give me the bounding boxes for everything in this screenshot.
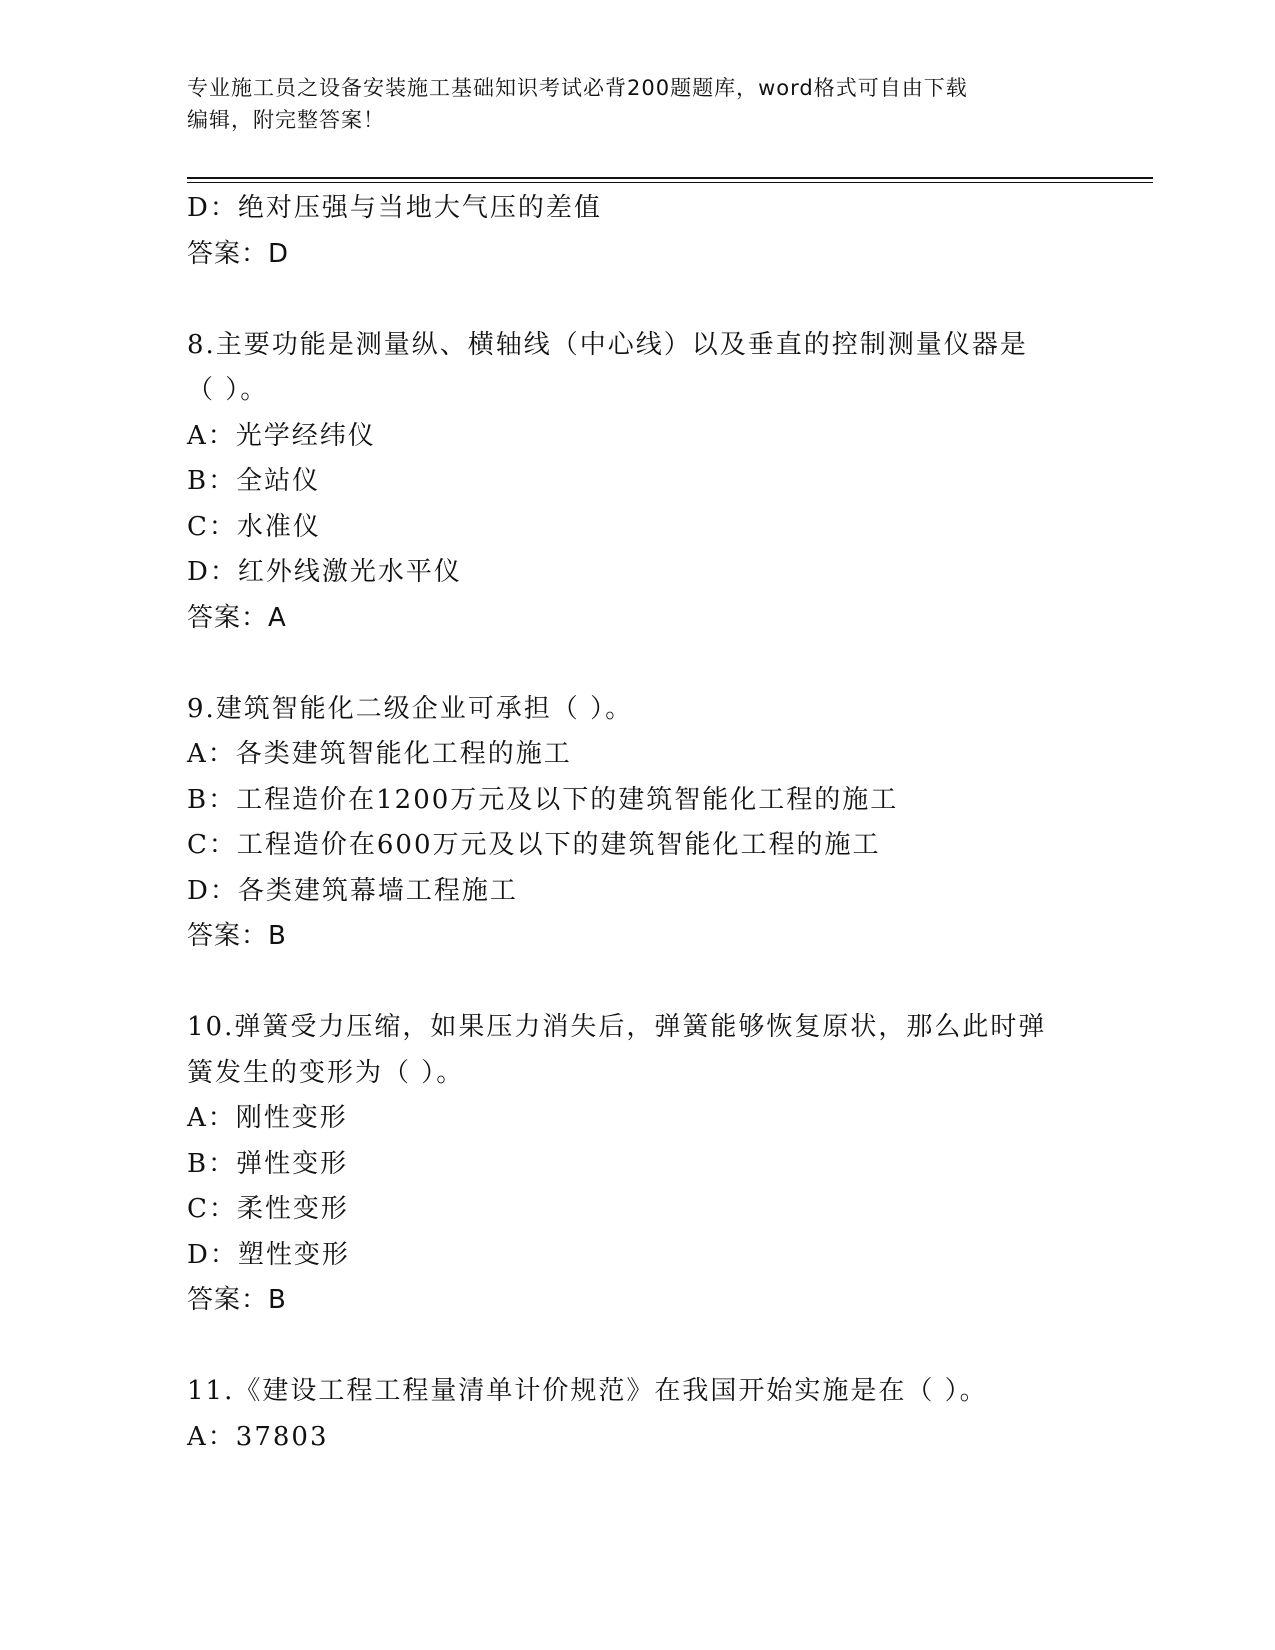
question-11-text-1: 11.《建设工程工程量清单计价规范》在我国开始实施是在（ ）。 [187, 1376, 988, 1406]
header-line-2: 编辑，附完整答案！ [187, 108, 385, 132]
question-10-option-b: B：弹性变形 [187, 1148, 349, 1179]
question-8-text-2: （ ）。 [187, 375, 269, 405]
question-8-answer: 答案：A [187, 602, 287, 633]
question-8 [187, 323, 1087, 642]
question-9-option-b: B：工程造价在1200万元及以下的建筑智能化工程的施工 [187, 784, 899, 815]
question-10-text-1: 10.弹簧受力压缩，如果压力消失后，弹簧能够恢复原状，那么此时弹 [187, 1012, 1047, 1042]
question-9 [187, 687, 1087, 960]
header-rule-thin [187, 182, 1153, 183]
document-header [187, 72, 1087, 136]
document-body [187, 186, 1087, 1460]
question-9-option-a: A：各类建筑智能化工程的施工 [187, 739, 572, 769]
question-10 [187, 1005, 1087, 1324]
spacer [187, 277, 1087, 323]
spacer [187, 641, 1087, 687]
prev-option-d: D：绝对压强与当地大气压的差值 [187, 193, 602, 223]
spacer [187, 1324, 1087, 1370]
header-line-1: 专业施工员之设备安装施工基础知识考试必背200题题库，word格式可自由下载 [187, 76, 968, 100]
question-9-option-c: C：工程造价在600万元及以下的建筑智能化工程的施工 [187, 830, 881, 860]
question-8-option-c: C：水准仪 [187, 511, 321, 542]
spacer [187, 960, 1087, 1006]
question-8-option-b: B：全站仪 [187, 466, 321, 496]
question-10-option-a: A：刚性变形 [187, 1103, 348, 1133]
question-9-answer: 答案：B [187, 921, 287, 951]
question-10-option-d: D：塑性变形 [187, 1239, 350, 1270]
prev-answer: 答案：D [187, 238, 290, 269]
question-8-option-d: D：红外线激光水平仪 [187, 557, 462, 587]
question-11 [187, 1369, 1087, 1460]
question-10-option-c: C：柔性变形 [187, 1194, 349, 1224]
question-8-text-1: 8.主要功能是测量纵、横轴线（中心线）以及垂直的控制测量仪器是 [187, 329, 1028, 360]
question-9-text-1: 9.建筑智能化二级企业可承担（ ）。 [187, 693, 634, 724]
header-rule-thick [187, 177, 1153, 179]
question-10-text-2: 簧发生的变形为（ ）。 [187, 1057, 465, 1088]
question-10-answer: 答案：B [187, 1285, 287, 1315]
question-11-option-a: A：37803 [187, 1421, 329, 1452]
question-8-option-a: A：光学经纬仪 [187, 420, 376, 451]
question-9-option-d: D：各类建筑幕墙工程施工 [187, 875, 518, 906]
